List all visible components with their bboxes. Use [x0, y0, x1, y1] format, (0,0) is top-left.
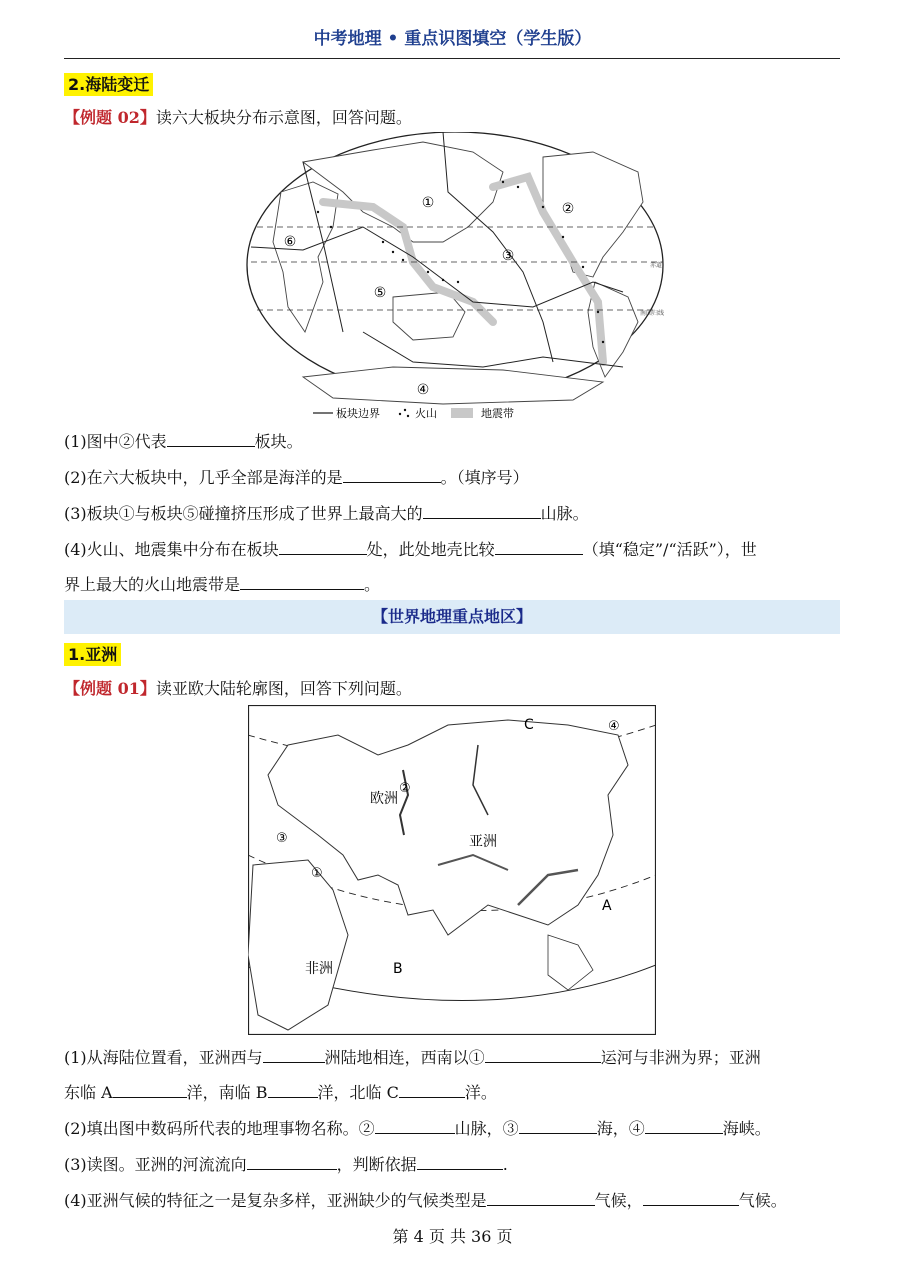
question-asia-1 — [64, 1046, 761, 1069]
q-text: 。 — [364, 575, 381, 594]
answer-blank[interactable] — [423, 502, 541, 519]
answer-blank[interactable] — [485, 1046, 601, 1063]
answer-blank[interactable] — [343, 466, 441, 483]
question-plates-3 — [64, 502, 589, 525]
q-text: 气候， — [594, 1191, 643, 1210]
q-text: （填“稳定”/“活跃”），世 — [582, 540, 757, 559]
legend-boundary-label: 板块边界 — [336, 407, 380, 420]
answer-blank[interactable] — [113, 1081, 187, 1098]
legend-volcano-label: 火山 — [415, 407, 437, 420]
q-text: (2)在六大板块中，几乎全部是海洋的是 — [64, 468, 343, 487]
question-plates-4 — [64, 538, 757, 561]
answer-blank[interactable] — [375, 1117, 455, 1134]
q-text: ，判断依据 — [336, 1155, 417, 1174]
q-text: 海峡。 — [722, 1119, 771, 1138]
question-plates-2 — [64, 466, 529, 489]
plate-label-4: ④ — [416, 382, 430, 398]
plate-label-1: ① — [421, 195, 435, 211]
q-text: 海，④ — [596, 1119, 645, 1138]
example-01-intro — [64, 678, 412, 700]
label-europe: 欧洲 — [370, 791, 398, 807]
header-divider — [64, 58, 840, 59]
label-asia: 亚洲 — [469, 834, 497, 850]
q-text: 处，此处地壳比较 — [366, 540, 495, 559]
q-text: 山脉。 — [540, 504, 589, 523]
plate-label-5: ⑤ — [373, 285, 387, 301]
example-text: 读六大板块分布示意图，回答问题。 — [155, 108, 412, 127]
label-n3: ③ — [276, 831, 288, 846]
legend-quake-swatch — [451, 408, 473, 418]
eurasia-map — [248, 705, 656, 1035]
tropic-label: 南回归线 — [640, 310, 665, 317]
question-asia-4 — [64, 1189, 787, 1212]
q-text: (4)火山、地震集中分布在板块 — [64, 540, 279, 559]
q-text: 运河与非洲为界；亚洲 — [600, 1048, 761, 1067]
page-footer: 第 4 页 共 36 页 — [392, 1227, 513, 1246]
q-text: 洋。 — [464, 1083, 497, 1102]
answer-blank[interactable] — [519, 1117, 597, 1134]
question-asia-1-cont — [64, 1081, 497, 1104]
example-02-intro — [64, 107, 412, 129]
label-africa: 非洲 — [305, 961, 333, 977]
question-asia-3 — [64, 1153, 508, 1176]
q-text: 洋，南临 B — [186, 1083, 268, 1102]
q-text: 界上最大的火山地震带是 — [64, 575, 241, 594]
section-heading-plates — [64, 72, 153, 95]
equator-label: 赤道 — [650, 262, 663, 269]
answer-blank[interactable] — [645, 1117, 723, 1134]
q-text: (2)填出图中数码所代表的地理事物名称。② — [64, 1119, 375, 1138]
answer-blank[interactable] — [487, 1189, 595, 1206]
page-header-title: 中考地理 • 重点识图填空（学生版） — [313, 29, 592, 49]
q-text: 洋，北临 C — [317, 1083, 399, 1102]
question-plates-1 — [64, 430, 303, 453]
example-label: 【例题 02】 — [64, 108, 156, 127]
question-asia-2 — [64, 1117, 771, 1140]
plate-label-6: ⑥ — [283, 234, 297, 250]
answer-blank[interactable] — [399, 1081, 465, 1098]
legend-quake-label: 地震带 — [481, 407, 514, 420]
answer-blank[interactable] — [268, 1081, 318, 1098]
label-n4: ④ — [608, 719, 620, 734]
q-text: 山脉，③ — [454, 1119, 519, 1138]
plate-map — [243, 132, 668, 427]
q-text: 气候。 — [738, 1191, 787, 1210]
label-n2: ② — [399, 781, 411, 796]
q-text: 。（填序号） — [440, 468, 529, 487]
example-label: 【例题 01】 — [64, 679, 156, 698]
answer-blank[interactable] — [247, 1153, 337, 1170]
legend-volcano-icon — [399, 409, 409, 417]
answer-blank[interactable] — [417, 1153, 503, 1170]
section-title: 1.亚洲 — [64, 643, 121, 666]
section-title: 2.海陆变迁 — [64, 73, 153, 96]
section-banner: 【世界地理重点地区】 — [64, 600, 840, 634]
plate-label-2: ② — [561, 201, 575, 217]
answer-blank[interactable] — [263, 1046, 325, 1063]
q-text: 洲陆地相连，西南以① — [324, 1048, 485, 1067]
answer-blank[interactable] — [240, 573, 364, 590]
answer-blank[interactable] — [167, 430, 255, 447]
q-text: 东临 A — [64, 1083, 113, 1102]
q-text: (1)图中②代表 — [64, 432, 167, 451]
label-C: C — [524, 717, 534, 733]
question-plates-4-cont — [64, 573, 380, 596]
plate-label-3: ③ — [501, 248, 515, 264]
q-text: (3)板块①与板块⑤碰撞挤压形成了世界上最高大的 — [64, 504, 423, 523]
q-text: . — [502, 1155, 508, 1174]
answer-blank[interactable] — [643, 1189, 739, 1206]
answer-blank[interactable] — [495, 538, 583, 555]
label-A: A — [602, 898, 612, 914]
answer-blank[interactable] — [279, 538, 367, 555]
q-text: (4)亚洲气候的特征之一是复杂多样，亚洲缺少的气候类型是 — [64, 1191, 487, 1210]
label-B: B — [393, 961, 403, 977]
q-text: (3)读图。亚洲的河流流向 — [64, 1155, 247, 1174]
q-text: 板块。 — [254, 432, 303, 451]
label-n1: ① — [311, 866, 323, 881]
q-text: (1)从海陆位置看，亚洲西与 — [64, 1048, 263, 1067]
example-text: 读亚欧大陆轮廓图，回答下列问题。 — [155, 679, 412, 698]
section-heading-asia — [64, 642, 121, 665]
